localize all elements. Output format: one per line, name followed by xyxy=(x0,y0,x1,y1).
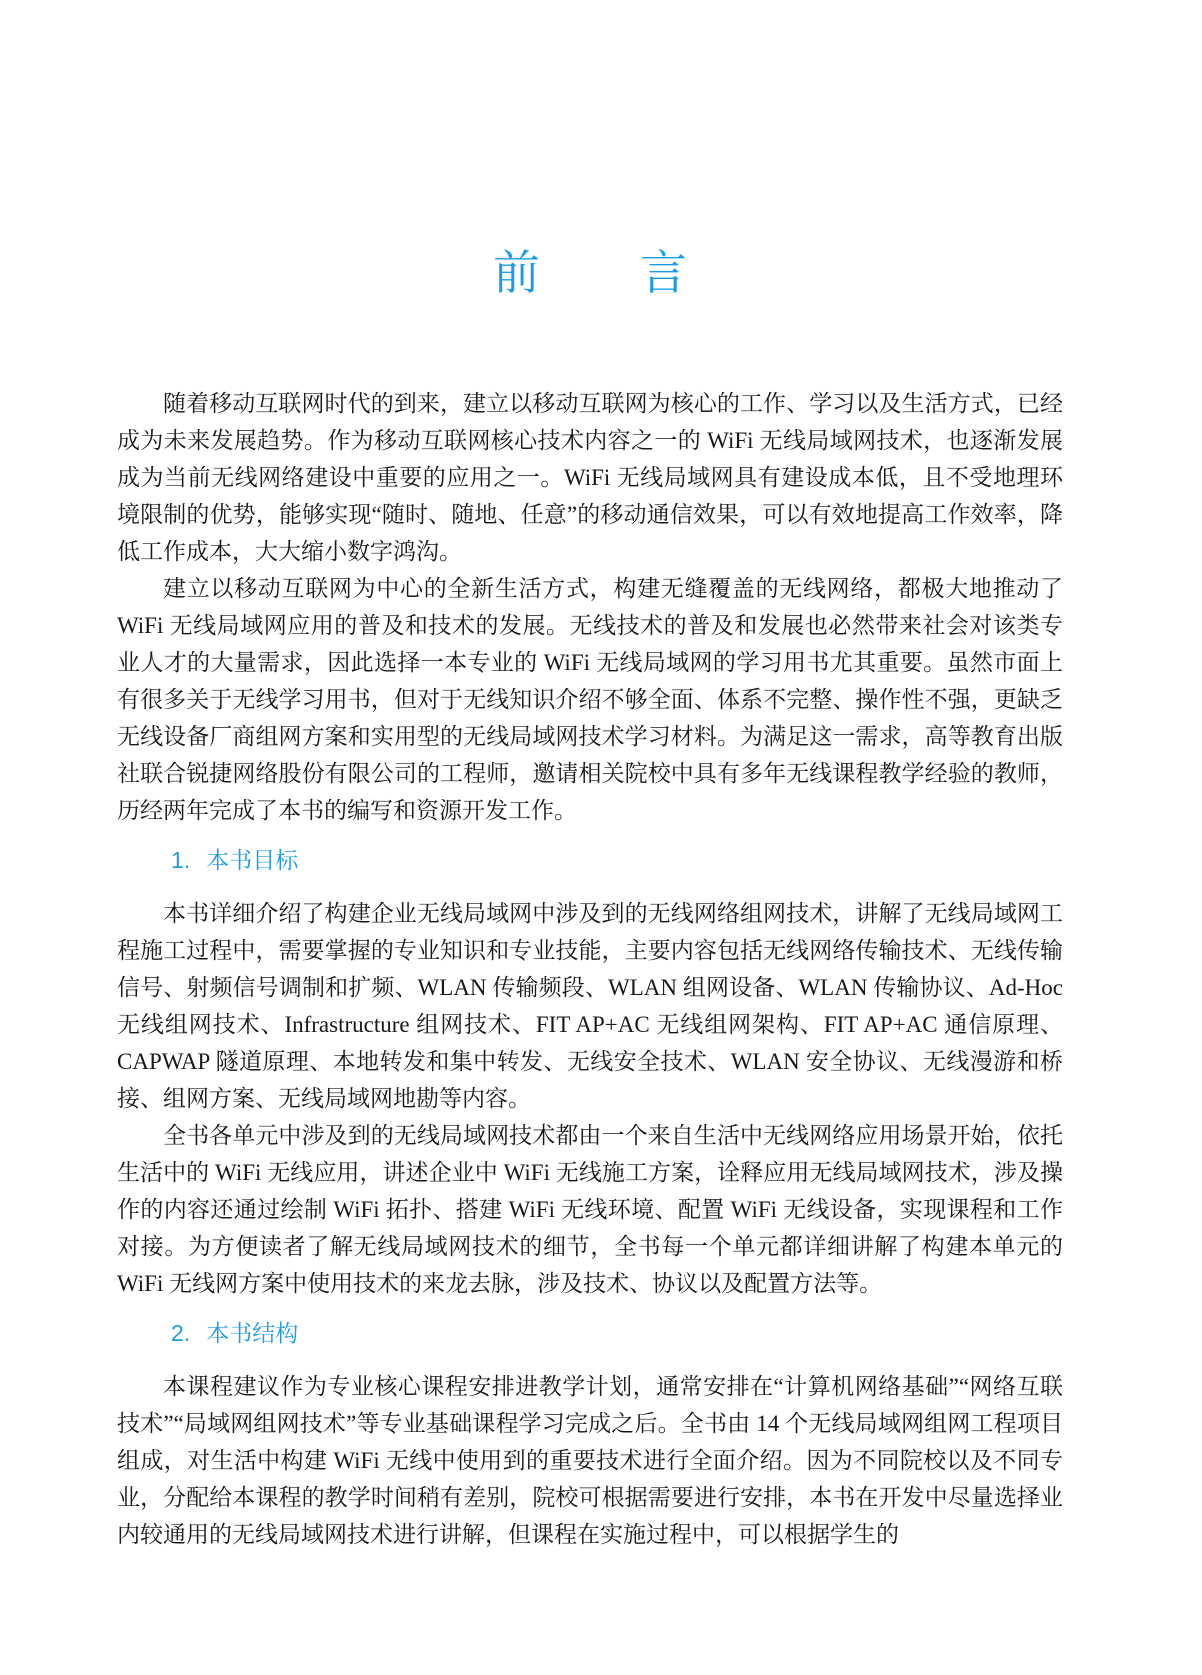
section-label: 本书结构 xyxy=(206,1320,299,1346)
page-title-char-left: 前 xyxy=(493,246,540,299)
page-title-char-right: 言 xyxy=(640,246,687,299)
section-label: 本书目标 xyxy=(206,847,299,873)
paragraph-structure-1: 本课程建议作为专业核心课程安排进教学计划，通常安排在“计算机网络基础”“网络互联技术”“局域网组网技术”等专业基础课程学习完成之后。全书由 14 个无线局域网组网工程项目组成，对生活中构建 WiFi 无线中使用到的重要技术进行全面介绍。因为不同院校以及不同专业，分配给本课程的教学时间稍有差别，院校可根据需要进行安排，本书在开发中尽量选择业内较通用的无线局域网技术进行讲解，但课程在实施过程中，可以根据学生的 xyxy=(117,1374,1063,1547)
section-heading-structure xyxy=(171,1317,1063,1349)
section-heading-goals xyxy=(171,844,1063,876)
paragraph-goals-1: 本书详细介绍了构建企业无线局域网中涉及到的无线网络组网技术，讲解了无线局域网工程施工过程中，需要掌握的专业知识和专业技能，主要内容包括无线网络传输技术、无线传输信号、射频信号调制和扩频、WLAN 传输频段、WLAN 组网设备、WLAN 传输协议、Ad-Hoc 无线组网技术、Infrastructure 组网技术、FIT AP+AC 无线组网架构、FIT AP+AC 通信原理、CAPWAP 隧道原理、本地转发和集中转发、无线安全技术、WLAN 安全协议、无线漫游和桥接、组网方案、无线局域网地勘等内容。 xyxy=(117,901,1063,1111)
page-title xyxy=(117,246,1063,300)
section-number: 1. xyxy=(171,847,191,873)
paragraph-intro-1: 随着移动互联网时代的到来，建立以移动互联网为核心的工作、学习以及生活方式，已经成为未来发展趋势。作为移动互联网核心技术内容之一的 WiFi 无线局域网技术，也逐渐发展成为当前无线网络建设中重要的应用之一。WiFi 无线局域网具有建设成本低，且不受地理环境限制的优势，能够实现“随时、随地、任意”的移动通信效果，可以有效地提高工作效率，降低工作成本，大大缩小数字鸿沟。 xyxy=(117,391,1063,564)
paragraph-intro-2: 建立以移动互联网为中心的全新生活方式，构建无缝覆盖的无线网络，都极大地推动了 WiFi 无线局域网应用的普及和技术的发展。无线技术的普及和发展也必然带来社会对该类专业人才的大量需求，因此选择一本专业的 WiFi 无线局域网的学习用书尤其重要。虽然市面上有很多关于无线学习用书，但对于无线知识介绍不够全面、体系不完整、操作性不强，更缺乏无线设备厂商组网方案和实用型的无线局域网技术学习材料。为满足这一需求，高等教育出版社联合锐捷网络股份有限公司的工程师，邀请相关院校中具有多年无线课程教学经验的教师，历经两年完成了本书的编写和资源开发工作。 xyxy=(117,576,1063,823)
section-number: 2. xyxy=(171,1320,191,1346)
paragraph-goals-2: 全书各单元中涉及到的无线局域网技术都由一个来自生活中无线网络应用场景开始，依托生活中的 WiFi 无线应用，讲述企业中 WiFi 无线施工方案，诠释应用无线局域网技术，涉及操作的内容还通过绘制 WiFi 拓扑、搭建 WiFi 无线环境、配置 WiFi 无线设备，实现课程和工作对接。为方便读者了解无线局域网技术的细节，全书每一个单元都详细讲解了构建本单元的 WiFi 无线网方案中使用技术的来龙去脉，涉及技术、协议以及配置方法等。 xyxy=(117,1123,1064,1296)
text-column xyxy=(117,0,1063,1553)
